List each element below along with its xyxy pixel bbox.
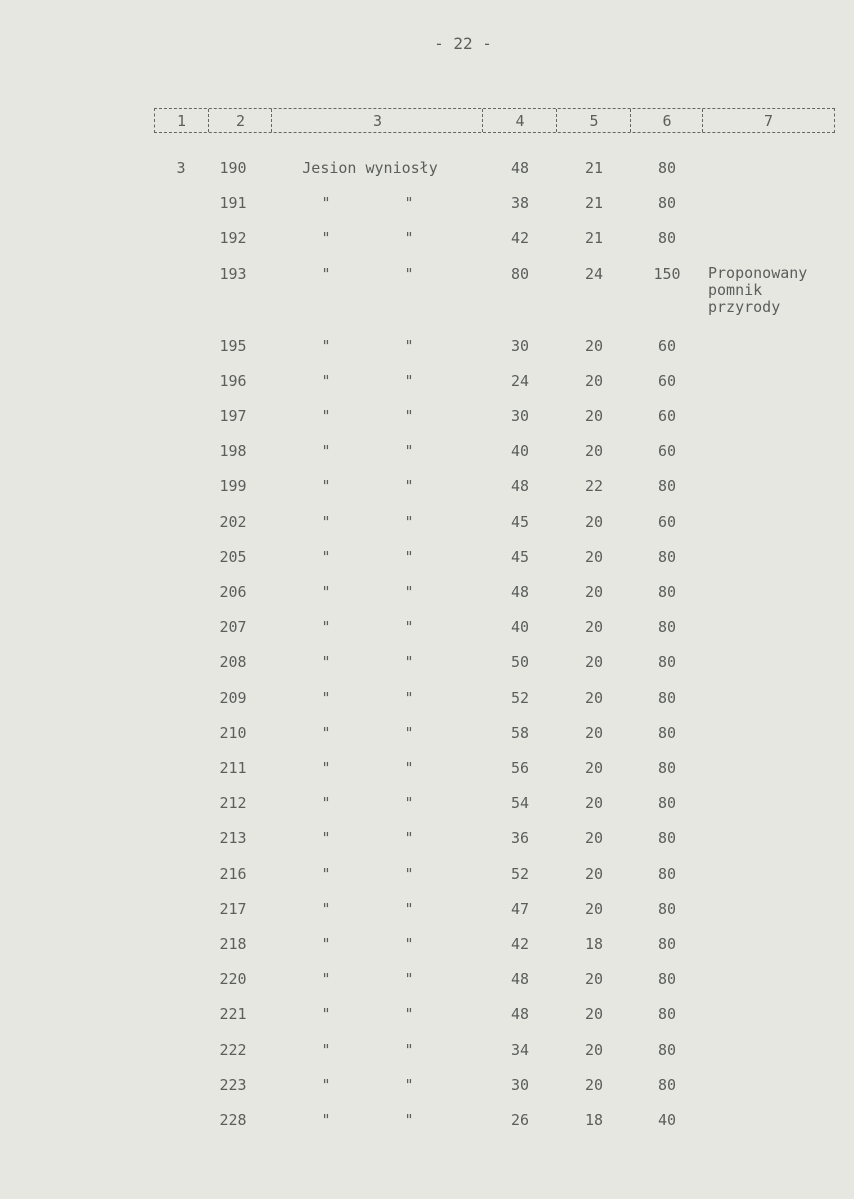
circumference-value: 34	[510, 1040, 530, 1059]
tree-number: 212	[219, 794, 247, 813]
page-number: - 22 -	[434, 34, 492, 53]
age-value: 80	[657, 794, 677, 813]
height-value: 24	[584, 264, 604, 283]
table-row	[0, 1111, 854, 1146]
height-value: 20	[584, 653, 604, 672]
age-value: 80	[657, 829, 677, 848]
circumference-value: 24	[510, 371, 530, 390]
tree-number: 220	[219, 970, 247, 989]
height-value: 20	[584, 759, 604, 777]
circumference-value: 48	[510, 970, 530, 989]
height-value: 21	[584, 159, 604, 177]
age-value: 40	[657, 1111, 677, 1129]
ditto-mark: "	[404, 407, 414, 425]
ditto-mark: "	[404, 864, 414, 883]
tree-number: 209	[219, 688, 247, 707]
ditto-mark: "	[404, 935, 414, 953]
circumference-value: 52	[510, 688, 530, 707]
tree-number: 195	[219, 336, 247, 355]
ditto-mark: "	[321, 653, 331, 672]
ditto-mark: "	[404, 829, 414, 848]
circumference-value: 48	[510, 477, 530, 496]
age-value: 80	[657, 864, 677, 883]
table-row	[0, 759, 854, 794]
tree-number: 210	[219, 723, 247, 742]
ditto-mark: "	[404, 371, 414, 390]
ditto-mark: "	[404, 618, 414, 637]
ditto-mark: "	[404, 194, 414, 213]
ditto-mark: "	[321, 688, 331, 707]
tree-number: 216	[219, 864, 247, 883]
ditto-mark: "	[321, 1075, 331, 1094]
age-value: 80	[657, 688, 677, 707]
height-value: 20	[584, 512, 604, 531]
table-row	[0, 618, 854, 653]
ditto-mark: "	[321, 371, 331, 390]
tree-number: 228	[219, 1111, 247, 1129]
section-number: 3	[176, 159, 186, 177]
circumference-value: 42	[510, 935, 530, 953]
table-row	[0, 1041, 854, 1076]
tree-number: 207	[219, 618, 247, 637]
ditto-mark: "	[404, 970, 414, 989]
header-col-2: 2	[208, 109, 272, 132]
table-row	[0, 970, 854, 1005]
circumference-value: 48	[510, 1005, 530, 1024]
ditto-mark: "	[321, 512, 331, 531]
tree-number: 223	[219, 1075, 247, 1094]
ditto-mark: "	[404, 547, 414, 566]
tree-number: 190	[219, 159, 247, 177]
age-value: 60	[657, 371, 677, 390]
tree-number: 206	[219, 583, 247, 601]
ditto-mark: "	[404, 723, 414, 742]
tree-number: 208	[219, 653, 247, 672]
height-value: 20	[584, 899, 604, 918]
circumference-value: 40	[510, 618, 530, 637]
tree-number: 222	[219, 1040, 247, 1059]
circumference-value: 30	[510, 1075, 530, 1094]
ditto-mark: "	[404, 899, 414, 918]
table-row	[0, 194, 854, 229]
circumference-value: 26	[510, 1111, 530, 1129]
tree-number: 198	[219, 442, 247, 461]
ditto-mark: "	[321, 229, 331, 248]
circumference-value: 36	[510, 829, 530, 848]
height-value: 20	[584, 336, 604, 355]
ditto-mark: "	[321, 759, 331, 777]
age-value: 150	[653, 264, 681, 283]
tree-number: 196	[219, 371, 247, 390]
table-row	[0, 159, 854, 194]
ditto-mark: "	[321, 970, 331, 989]
circumference-value: 45	[510, 512, 530, 531]
remark: Proponowany pomnik przyrody	[708, 263, 808, 316]
age-value: 60	[657, 512, 677, 531]
height-value: 20	[584, 829, 604, 848]
height-value: 20	[584, 864, 604, 883]
ditto-mark: "	[404, 477, 414, 496]
age-value: 80	[657, 477, 677, 496]
height-value: 20	[584, 583, 604, 601]
ditto-mark: "	[321, 477, 331, 496]
age-value: 80	[657, 1005, 677, 1024]
height-value: 20	[584, 371, 604, 390]
height-value: 20	[584, 970, 604, 989]
ditto-mark: "	[321, 407, 331, 425]
tree-number: 192	[219, 229, 247, 248]
ditto-mark: "	[321, 829, 331, 848]
age-value: 80	[657, 194, 677, 213]
height-value: 20	[584, 618, 604, 637]
age-value: 80	[657, 970, 677, 989]
header-col-3: 3	[271, 109, 483, 132]
table-row	[0, 1076, 854, 1111]
age-value: 80	[657, 583, 677, 601]
ditto-mark: "	[404, 512, 414, 531]
ditto-mark: "	[404, 688, 414, 707]
table-row	[0, 337, 854, 372]
ditto-mark: "	[321, 794, 331, 813]
table-row	[0, 935, 854, 970]
ditto-mark: "	[321, 864, 331, 883]
circumference-value: 52	[510, 864, 530, 883]
height-value: 20	[584, 1040, 604, 1059]
height-value: 20	[584, 1005, 604, 1024]
ditto-mark: "	[404, 229, 414, 248]
height-value: 20	[584, 1075, 604, 1094]
age-value: 80	[657, 618, 677, 637]
table-row	[0, 372, 854, 407]
age-value: 80	[657, 229, 677, 248]
circumference-value: 58	[510, 723, 530, 742]
ditto-mark: "	[321, 899, 331, 918]
age-value: 80	[657, 935, 677, 953]
ditto-mark: "	[321, 1111, 331, 1129]
age-value: 80	[657, 759, 677, 777]
header-col-4: 4	[482, 109, 557, 132]
height-value: 20	[584, 688, 604, 707]
circumference-value: 48	[510, 159, 530, 177]
ditto-mark: "	[404, 1075, 414, 1094]
circumference-value: 45	[510, 547, 530, 566]
height-value: 20	[584, 407, 604, 425]
table-header	[154, 108, 835, 133]
ditto-mark: "	[404, 759, 414, 777]
header-col-7: 7	[702, 109, 834, 132]
ditto-mark: "	[321, 723, 331, 742]
table-row	[0, 1005, 854, 1040]
height-value: 20	[584, 723, 604, 742]
height-value: 20	[584, 547, 604, 566]
tree-number: 191	[219, 194, 247, 213]
ditto-mark: "	[404, 653, 414, 672]
table-row	[0, 442, 854, 477]
table-row	[0, 583, 854, 618]
circumference-value: 30	[510, 407, 530, 425]
age-value: 60	[657, 442, 677, 461]
header-col-5: 5	[556, 109, 631, 132]
header-col-6: 6	[630, 109, 703, 132]
ditto-mark: "	[321, 336, 331, 355]
age-value: 80	[657, 653, 677, 672]
table-row	[0, 689, 854, 724]
table-row	[0, 477, 854, 512]
circumference-value: 54	[510, 794, 530, 813]
ditto-mark: "	[321, 618, 331, 637]
ditto-mark: "	[321, 1040, 331, 1059]
age-value: 60	[657, 336, 677, 355]
tree-number: 202	[219, 512, 247, 531]
height-value: 18	[584, 1111, 604, 1129]
table-row	[0, 829, 854, 864]
height-value: 21	[584, 229, 604, 248]
circumference-value: 38	[510, 194, 530, 213]
age-value: 60	[657, 407, 677, 425]
tree-number: 193	[219, 264, 247, 283]
ditto-mark: "	[404, 583, 414, 601]
table-row	[0, 900, 854, 935]
table-row	[0, 548, 854, 583]
table-row	[0, 513, 854, 548]
ditto-mark: "	[321, 264, 331, 283]
height-value: 18	[584, 935, 604, 953]
circumference-value: 40	[510, 442, 530, 461]
age-value: 80	[657, 547, 677, 566]
table-row	[0, 724, 854, 759]
height-value: 22	[584, 477, 604, 496]
tree-number: 199	[219, 477, 247, 496]
ditto-mark: "	[321, 1005, 331, 1024]
ditto-mark: "	[404, 264, 414, 283]
age-value: 80	[657, 899, 677, 918]
tree-number: 221	[219, 1005, 247, 1024]
ditto-mark: "	[404, 794, 414, 813]
ditto-mark: "	[404, 1005, 414, 1024]
circumference-value: 56	[510, 759, 530, 777]
circumference-value: 30	[510, 336, 530, 355]
circumference-value: 48	[510, 583, 530, 601]
table-row	[0, 865, 854, 900]
tree-number: 211	[219, 759, 247, 777]
height-value: 20	[584, 794, 604, 813]
ditto-mark: "	[404, 336, 414, 355]
table-row	[0, 263, 854, 316]
age-value: 80	[657, 1075, 677, 1094]
ditto-mark: "	[404, 1040, 414, 1059]
ditto-mark: "	[321, 194, 331, 213]
ditto-mark: "	[321, 935, 331, 953]
ditto-mark: "	[321, 547, 331, 566]
species-name: Jesion wyniosły	[302, 159, 438, 177]
tree-number: 218	[219, 935, 247, 953]
age-value: 80	[657, 723, 677, 742]
ditto-mark: "	[404, 442, 414, 461]
age-value: 80	[657, 159, 677, 177]
table-row	[0, 794, 854, 829]
circumference-value: 50	[510, 653, 530, 672]
height-value: 21	[584, 194, 604, 213]
circumference-value: 80	[510, 264, 530, 283]
tree-number: 197	[219, 407, 247, 425]
ditto-mark: "	[404, 1111, 414, 1129]
tree-number: 213	[219, 829, 247, 848]
circumference-value: 47	[510, 899, 530, 918]
table-row	[0, 229, 854, 264]
header-col-1: 1	[176, 112, 187, 130]
circumference-value: 42	[510, 229, 530, 248]
tree-number: 217	[219, 899, 247, 918]
height-value: 20	[584, 442, 604, 461]
table-row	[0, 407, 854, 442]
age-value: 80	[657, 1040, 677, 1059]
ditto-mark: "	[321, 583, 331, 601]
tree-number: 205	[219, 547, 247, 566]
table-row	[0, 653, 854, 688]
ditto-mark: "	[321, 442, 331, 461]
